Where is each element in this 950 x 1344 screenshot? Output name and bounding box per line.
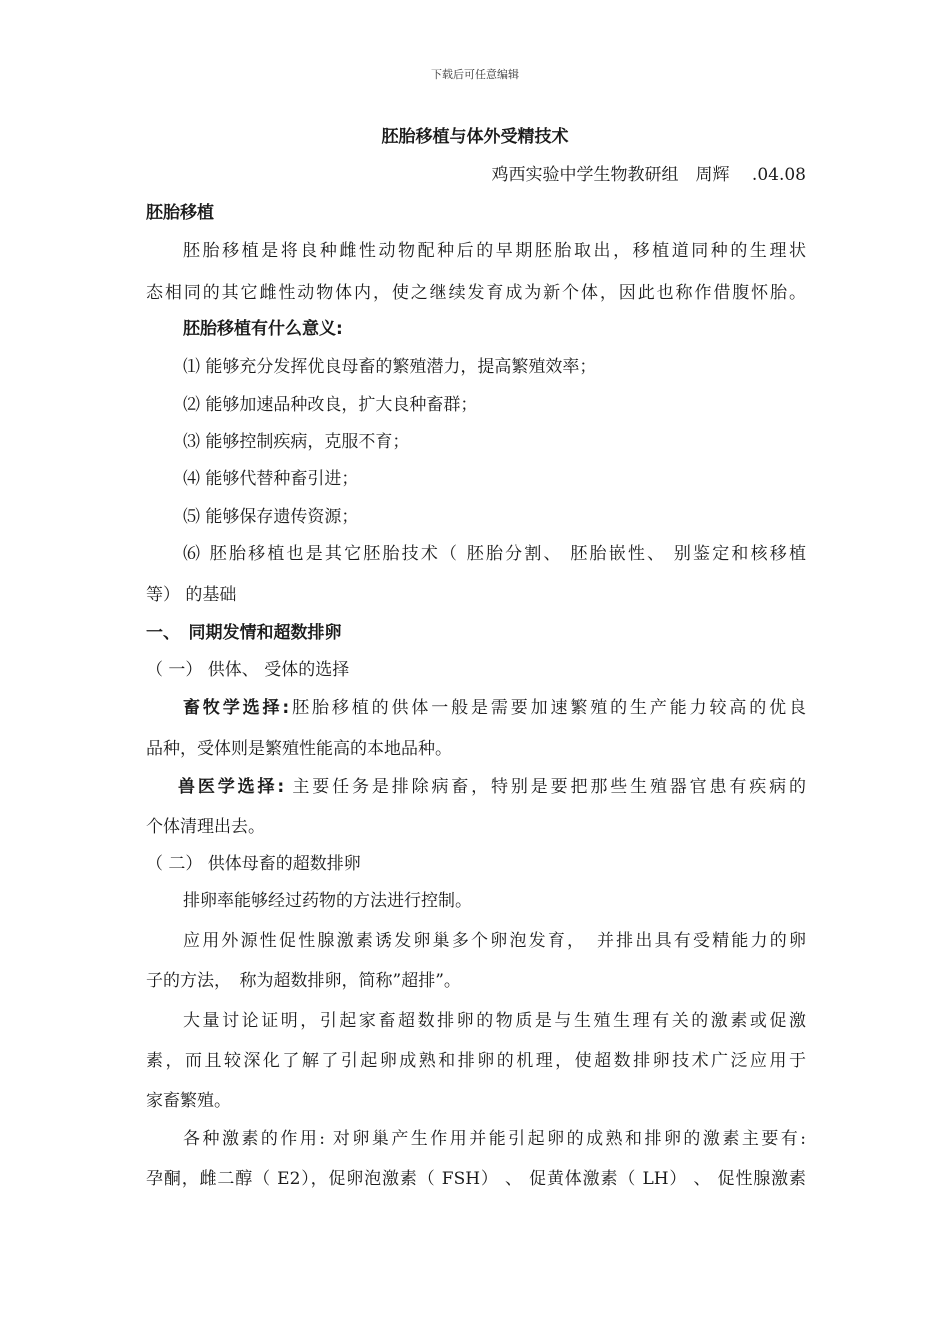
section-heading-embryo-transfer: 胚胎移植: [146, 203, 214, 223]
paragraph-line: 态相同的其它雌性动物体内，使之继续发育成为新个体，因此也称作借腹怀胎。: [146, 283, 806, 303]
header-note: 下载后可任意编辑: [431, 68, 519, 81]
list-item: ⑵ 能够加速品种改良，扩大良种畜群；: [183, 395, 478, 415]
byline: 鸡西实验中学生物教研组 周辉 .04.08: [491, 165, 806, 185]
paragraph-line: 孕酮，雌二醇（ E2），促卵泡激素（ FSH） 、 促黄体激素（ LH） 、 促性腺激素: [146, 1169, 806, 1189]
animal-husbandry-text: 胚胎移植的供体一般是需要加速繁殖的生产能力较高的优良: [289, 698, 806, 718]
list-item: ⑸ 能够保存遗传资源；: [183, 507, 359, 527]
page-title: 胚胎移植与体外受精技术: [381, 127, 569, 147]
veterinary-text: 主要任务是排除病畜，特别是要把那些生殖器官患有疾病的: [284, 777, 806, 797]
paragraph-line: 子的方法， 称为超数排卵，简称”超排”。: [146, 971, 461, 991]
paragraph-line: [178, 776, 806, 798]
paragraph-line: [183, 697, 806, 719]
subheading-significance: 胚胎移植有什么意义:: [183, 319, 343, 339]
paragraph-line: 胚胎移植是将良种雌性动物配种后的早期胚胎取出，移植道同种的生理状: [183, 241, 806, 261]
list-item: ⑷ 能够代替种畜引进；: [183, 469, 359, 489]
paragraph-line: 个体清理出去。: [146, 817, 265, 837]
section-heading-estrus-superovulation: 一、 同期发情和超数排卵: [146, 623, 342, 643]
veterinary-label: 兽医学选择:: [178, 777, 285, 797]
paragraph-line: 家畜繁殖。: [146, 1091, 231, 1111]
list-item-continuation: 等） 的基础: [146, 585, 237, 605]
paragraph-line: 素，而且较深化了解了引起卵成熟和排卵的机理，使超数排卵技术广泛应用于: [146, 1051, 806, 1071]
paragraph-line: 应用外源性促性腺激素诱发卵巢多个卵泡发育， 并排出具有受精能力的卵: [183, 931, 806, 951]
animal-husbandry-label: 畜牧学选择:: [183, 698, 290, 718]
list-item: ⑶ 能够控制疾病，克服不育；: [183, 432, 410, 452]
list-item: ⑴ 能够充分发挥优良母畜的繁殖潜力，提高繁殖效率；: [183, 357, 597, 377]
paragraph-line: 大量讨论证明，引起家畜超数排卵的物质是与生殖生理有关的激素或促激: [183, 1011, 806, 1031]
subsection-heading: （ 二） 供体母畜的超数排卵: [146, 854, 361, 874]
subsection-heading: （ 一） 供体、 受体的选择: [146, 660, 350, 680]
paragraph-line: 品种，受体则是繁殖性能高的本地品种。: [146, 739, 452, 759]
paragraph-line: 排卵率能够经过药物的方法进行控制。: [183, 891, 472, 911]
list-item: ⑹ 胚胎移植也是其它胚胎技术（ 胚胎分割、 胚胎嵌性、 别鉴定和核移植: [183, 544, 806, 564]
paragraph-line: 各种激素的作用: 对卵巢产生作用并能引起卵的成熟和排卵的激素主要有:: [183, 1129, 806, 1149]
